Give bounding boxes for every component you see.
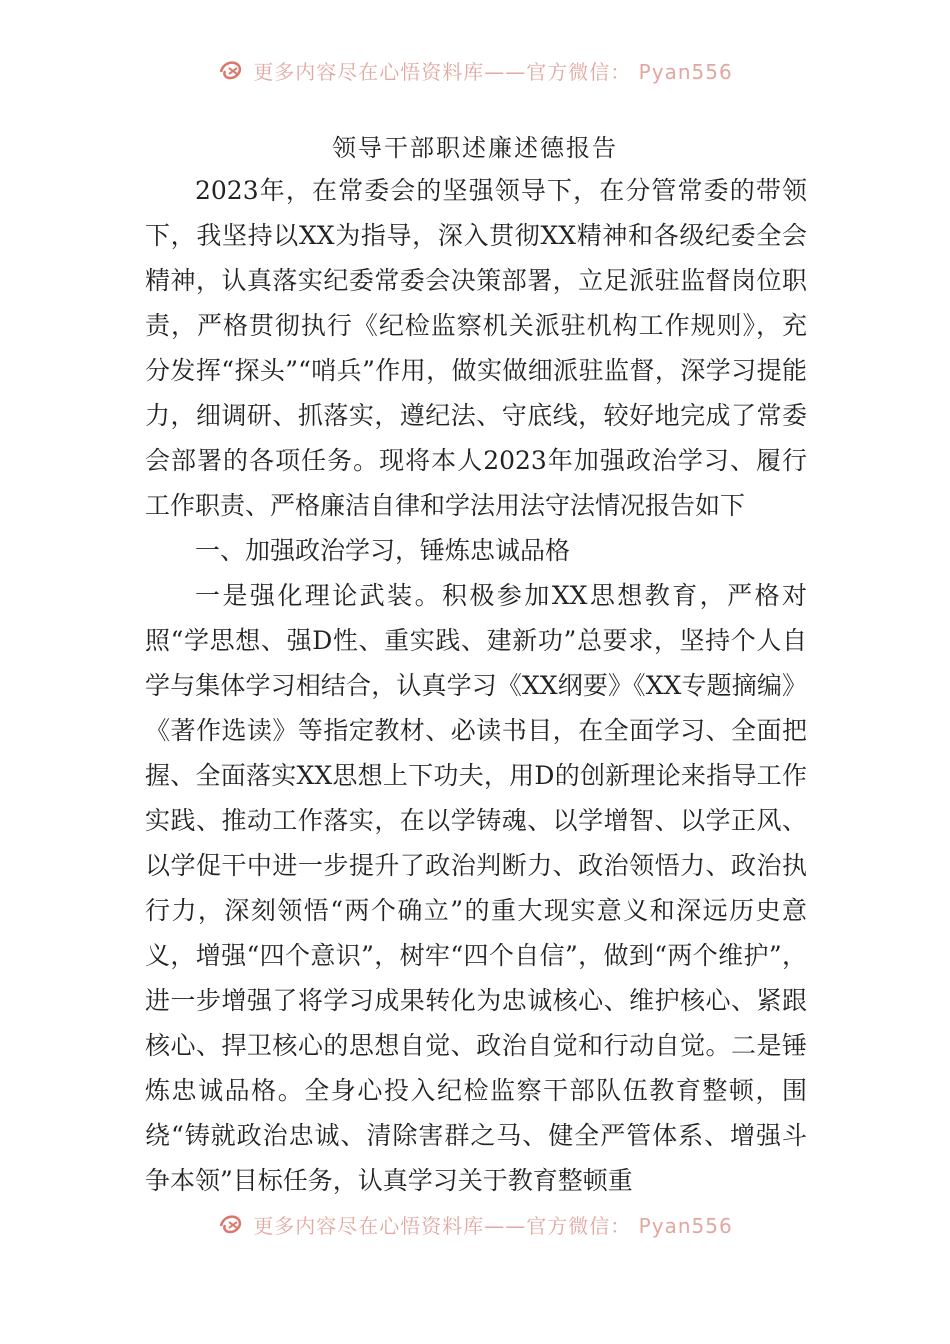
- section-paragraph: 一是强化理论武装。积极参加XX思想教育，严格对照“学思想、强D性、重实践、建新功”总要求，坚持个人自学与集体学习相结合，认真学习《XX纲要》《XX专题摘编》《著作选读》等指定教材、必读书目，在全面学习、全面把握、全面落实XX思想上下功夫，用D的创新理论来指导工作实践、推动工作落实，在以学铸魂、以学增智、以学正风、以学促干中进一步提升了政治判断力、政治领悟力、政治执行力，深刻领悟“两个确立”的重大现实意义和深远历史意义，增强“四个意识”，树牢“四个自信”，做到“两个维护”，进一步增强了将学习成果转化为忠诚核心、维护核心、紧跟核心、捍卫核心的思想自觉、政治自觉和行动自觉。二是锤炼忠诚品格。全身心投入纪检监察干部队伍教育整顿，围绕“铸就政治忠诚、清除害群之马、健全严管体系、增强斗争本领”目标任务，认真学习关于教育整顿重: [145, 581, 807, 1195]
- watermark-header: [0, 50, 950, 90]
- watermark-text: 更多内容尽在心悟资料库——官方微信： Pyan556: [253, 59, 733, 84]
- logo-icon: [217, 58, 247, 82]
- document-body: [145, 168, 807, 1203]
- intro-paragraph: 2023年，在常委会的坚强领导下，在分管常委的带领下，我坚持以XX为指导，深入贯彻XX精神和各级纪委全会精神，认真落实纪委常委会决策部署，立足派驻监督岗位职责，严格贯彻执行《纪检监察机关派驻机构工作规则》，充分发挥“探头”“哨兵”作用，做实做细派驻监督，深学习提能力，细调研、抓落实，遵纪法、守底线，较好地完成了常委会部署的各项任务。现将本人2023年加强政治学习、履行工作职责、严格廉洁自律和学法用法守法情况报告如下: [145, 176, 807, 520]
- section-heading: 一、加强政治学习，锤炼忠诚品格: [195, 536, 571, 565]
- page-title: 领导干部职述廉述德报告: [332, 134, 618, 162]
- watermark-text: 更多内容尽在心悟资料库——官方微信： Pyan556: [253, 1213, 733, 1238]
- logo-icon: [217, 1212, 247, 1236]
- watermark-footer: [0, 1204, 950, 1244]
